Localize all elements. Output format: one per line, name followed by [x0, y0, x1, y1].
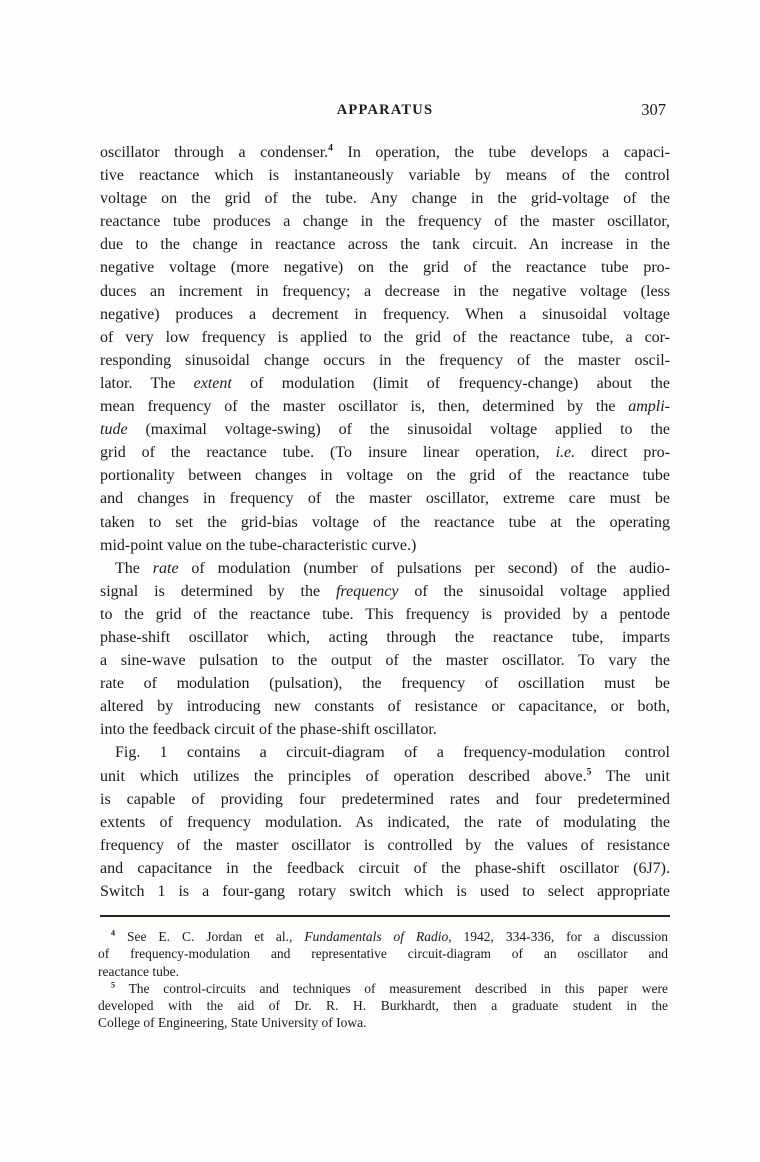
text-line: taken to set the grid-bias voltage of the reactance tube at the operating: [100, 513, 670, 531]
text-line: a sine-wave pulsation to the output of the master oscillator. To vary the: [100, 652, 670, 670]
text-line: mean frequency of the master oscillator is, then, determined by the ampli-: [100, 398, 670, 416]
footnotes: [98, 928, 668, 1032]
text-line: extents of frequency modulation. As indicated, the rate of modulating the: [100, 813, 670, 831]
body-text: [100, 141, 670, 903]
text-line: grid of the reactance tube. (To insure linear operation, i.e. direct pro-: [100, 444, 670, 462]
text-line: mid-point value on the tube-characteristic curve.): [100, 536, 417, 554]
text-line: signal is determined by the frequency of the sinusoidal voltage applied: [100, 582, 671, 600]
text-line: and changes in frequency of the master oscillator, extreme care must be: [100, 490, 670, 508]
text-line: Fig. 1 contains a circuit-diagram of a frequency-modulation control: [115, 744, 670, 762]
text-line: of frequency-modulation and representative circuit-diagram of an oscillator and: [98, 946, 668, 962]
text-line: frequency of the master oscillator is controlled by the values of resistance: [100, 836, 670, 854]
text-line: tude (maximal voltage-swing) of the sinusoidal voltage applied to the: [100, 421, 670, 439]
text-line: negative voltage (more negative) on the grid of the reactance tube pro-: [100, 259, 670, 277]
text-line: reactance tube produces a change in the frequency of the master oscillator,: [100, 213, 670, 231]
text-line: lator. The extent of modulation (limit of frequency-change) about the: [100, 374, 671, 392]
text-line: into the feedback circuit of the phase-shift oscillator.: [100, 721, 437, 739]
text-line: phase-shift oscillator which, acting through the reactance tube, imparts: [100, 628, 670, 646]
text-line: rate of modulation (pulsation), the frequency of oscillation must be: [100, 675, 670, 693]
text-line: Switch 1 is a four-gang rotary switch which is used to select appropriate: [100, 883, 670, 900]
text-line: due to the change in reactance across the tank circuit. An increase in the: [100, 236, 670, 254]
text-line: $^4$ See E. C. Jordan et al., Fundamentals of Radio, 1942, 334-336, for a discussion: [111, 928, 668, 944]
page-number: 307: [641, 100, 666, 119]
text-line: duces an increment in frequency; a decrease in the negative voltage (less: [100, 282, 670, 300]
text-line: tive reactance which is instantaneously variable by means of the control: [100, 167, 670, 185]
text-line: unit which utilizes the principles of operation described above.$^5$ The unit: [100, 766, 670, 785]
text-line: oscillator through a condenser.$^4$ In operation, the tube develops a capaci-: [100, 142, 671, 161]
text-line: of very low frequency is applied to the grid of the reactance tube, a cor-: [100, 328, 670, 346]
text-line: responding sinusoidal change occurs in the frequency of the master oscil-: [100, 351, 670, 369]
text-line: is capable of providing four predetermined rates and four predetermined: [100, 790, 670, 808]
text-line: and capacitance in the feedback circuit of the phase-shift oscillator (6J7).: [100, 859, 670, 877]
text-line: The rate of modulation (number of pulsations per second) of the audio-: [115, 559, 670, 577]
text-line: College of Engineering, State University of Iowa.: [98, 1015, 367, 1031]
text-line: to the grid of the reactance tube. This frequency is provided by a pentode: [100, 605, 670, 623]
running-head: APPARATUS: [336, 102, 434, 118]
page-header: [100, 102, 670, 124]
text-line: reactance tube.: [98, 963, 179, 979]
text-line: negative) produces a decrement in frequency. When a sinusoidal voltage: [100, 305, 670, 323]
text-line: $^5$ The control-circuits and techniques of measurement described in this paper were: [111, 980, 668, 996]
text-line: voltage on the grid of the tube. Any change in the grid-voltage of the: [100, 190, 670, 208]
text-line: portionality between changes in voltage on the grid of the reactance tube: [100, 467, 670, 485]
text-line: altered by introducing new constants of resistance or capacitance, or both,: [100, 698, 670, 716]
text-line: developed with the aid of Dr. R. H. Burkhardt, then a graduate student in the: [98, 998, 668, 1014]
footnote-separator: [100, 915, 670, 917]
